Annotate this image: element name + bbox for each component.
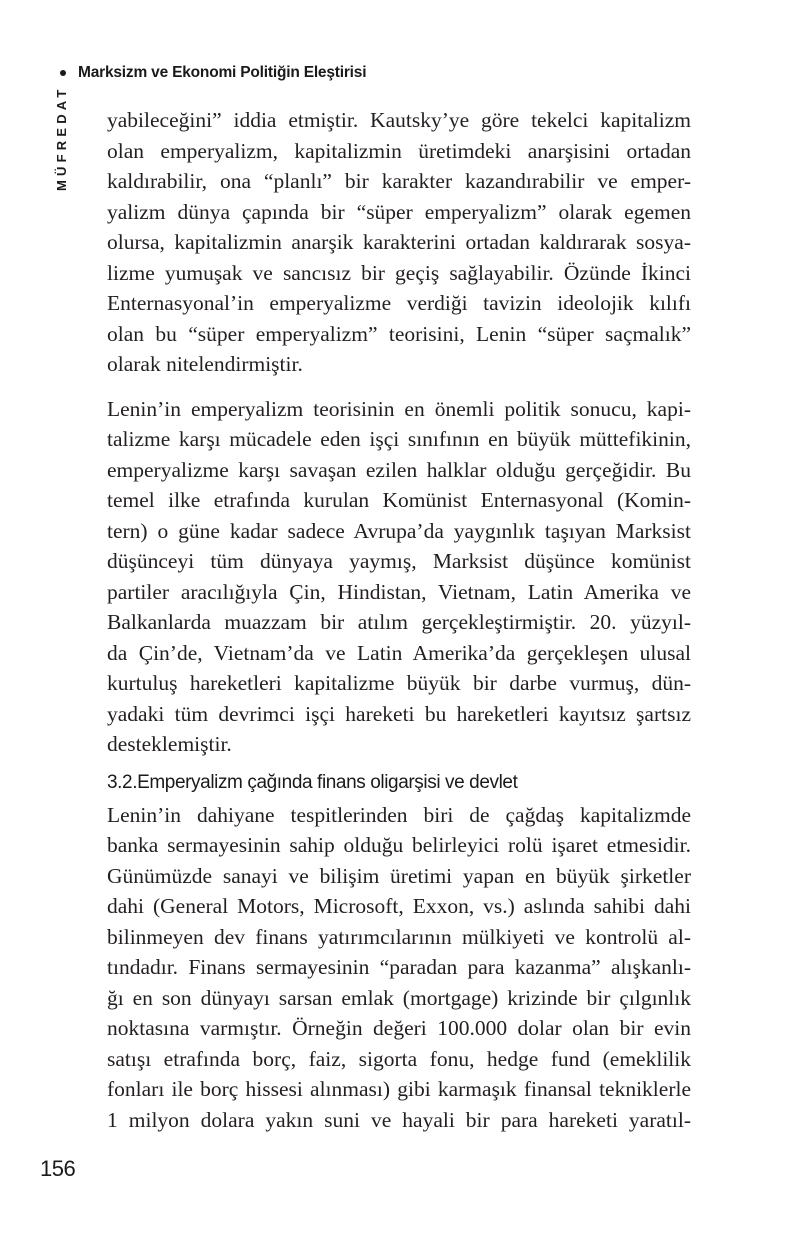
text-line: talizme karşı mücadele eden işçi sınıfının en büyük müttefikinin, [107, 427, 691, 451]
text-line: tındadır. Finans sermayesinin “paradan para kazanma” alışkanlı- [107, 955, 691, 979]
paragraph [107, 800, 691, 1136]
text-line: temel ilke etrafında kurulan Komünist Enternasyonal (Komin- [107, 488, 691, 512]
paragraph [107, 105, 691, 380]
text-line: Lenin’in dahiyane tespitlerinden biri de çağdaş kapitalizmde [107, 802, 691, 827]
text-line: tern) o güne kadar sadece Avrupa’da yaygınlık taşıyan Marksist [107, 518, 691, 543]
running-header [58, 64, 366, 82]
text-line: satışı etrafında borç, faiz, sigorta fonu, hedge fund (emeklilik [107, 1046, 691, 1071]
text-line: düşünceyi tüm dünyaya yaymış, Marksist düşünce komünist [107, 549, 691, 573]
text-line: dahi (General Motors, Microsoft, Exxon, vs.) aslında sahibi dahi [107, 894, 691, 918]
text-line: da Çin’de, Vietnam’da ve Latin Amerika’da gerçekleşen ulusal [107, 640, 691, 665]
text-line: ğı en son dünyayı sarsan emlak (mortgage) krizinde bir çılgınlık [107, 985, 691, 1010]
page-body [107, 105, 691, 1135]
bullet-icon [60, 70, 66, 76]
text-line: Günümüzde sanayi ve bilişim üretimi yapan en büyük şirketler [107, 863, 691, 888]
text-line: lizme yumuşak ve sancısız bir geçiş sağlayabilir. Özünde İkinci [107, 260, 691, 285]
text-line: olan emperyalizm, kapitalizmin üretimdeki anarşisini ortadan [107, 138, 691, 163]
text-line: banka sermayesinin sahip olduğu belirleyici rolü işaret etmesidir. [107, 833, 691, 857]
text-line: kurtuluş hareketleri kapitalizme büyük bir darbe vurmuş, dün- [107, 671, 691, 695]
text-line: kaldırabilir, ona “planlı” bir karakter kazandırabilir ve emper- [107, 169, 691, 193]
text-line: desteklemiştir. [107, 732, 232, 756]
text-line: yadaki tüm devrimci işçi hareketi bu hareketleri kayıtsız şartsız [107, 701, 691, 726]
text-line: yalizm dünya çapında bir “süper emperyalizm” olarak egemen [107, 199, 691, 224]
text-line: Enternasyonal’in emperyalizme verdiği tavizin ideolojik kılıfı [107, 291, 691, 315]
text-line: olarak nitelendirmiştir. [107, 352, 303, 376]
text-line: fonları ile borç hissesi alınması) gibi karmaşık finansal tekniklerle [107, 1077, 691, 1101]
text-line: olursa, kapitalizmin anarşik karakterini ortadan kaldırarak sosya- [107, 230, 691, 254]
text-line: yabileceğini” iddia etmiştir. Kautsky’ye göre tekelci kapitalizm [107, 108, 691, 132]
text-line: noktasına varmıştır. Örneğin değeri 100.000 dolar olan bir evin [107, 1016, 691, 1040]
page-number: 156 [40, 1156, 76, 1181]
paragraph [107, 394, 691, 760]
text-line: Balkanlarda muazzam bir atılım gerçekleştirmiştir. 20. yüzyıl- [107, 610, 691, 634]
text-line: olan bu “süper emperyalizm” teorisini, Lenin “süper saçmalık” [107, 321, 691, 346]
text-line: 1 milyon dolara yakın suni ve hayali bir para hareketi yaratıl- [107, 1107, 691, 1132]
text-line: bilinmeyen dev finans yatırımcılarının mülkiyeti ve kontrolü al- [107, 924, 691, 949]
text-line: emperyalizme karşı savaşan ezilen halklar olduğu gerçeğidir. Bu [107, 457, 691, 482]
side-label: MÜFREDAT [54, 85, 69, 191]
running-title: Marksizm ve Ekonomi Politiğin Eleştirisi [78, 64, 367, 81]
section-heading: 3.2.Emperyalizm çağında finans oligarşisi ve devlet [107, 771, 518, 793]
text-line: partiler aracılığıyla Çin, Hindistan, Vietnam, Latin Amerika ve [107, 579, 691, 604]
text-line: Lenin’in emperyalizm teorisinin en önemli politik sonucu, kapi- [107, 396, 691, 421]
